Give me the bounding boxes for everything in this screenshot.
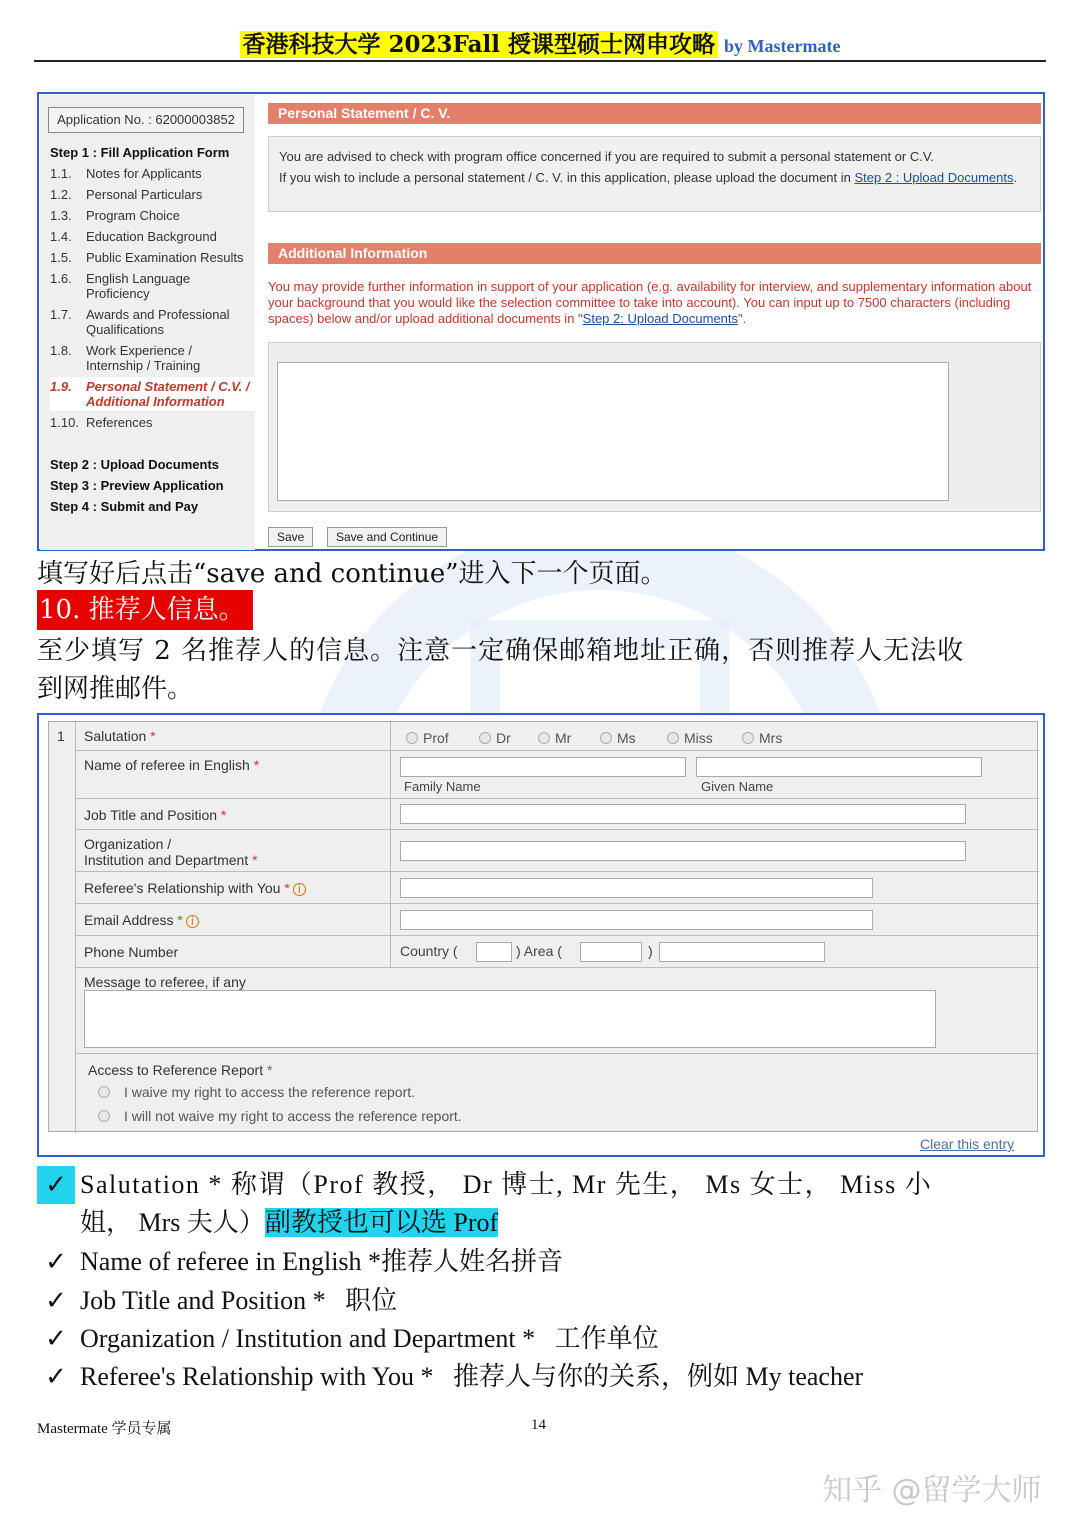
application-number: Application No. : 62000003852 <box>48 107 244 133</box>
access-label: Access to Reference Report * <box>88 1062 273 1078</box>
highlight-note: 副教授也可以选 Prof <box>264 1208 499 1237</box>
close-paren: ) <box>648 943 653 959</box>
additional-info-text: You may provide further information in support of your application (e.g. availability for interview, and supplementary information about your background that you would like the selection committee to take into account). You can input up to 7500 characters (including spaces) below and/or upload additional documents in "Step 2: Upload Documents". <box>268 279 1032 326</box>
ps-line2: If you wish to include a personal statement / C. V. in this application, please upload the document in Step 2 : Upload Documents. <box>279 170 1018 185</box>
family-name-input[interactable] <box>400 757 686 777</box>
country-label: Country ( <box>400 943 458 959</box>
sidebar-item-personal-particulars[interactable]: 1.2. Personal Particulars <box>50 187 203 202</box>
name-inputs <box>390 751 1039 798</box>
step1-heading[interactable]: Step 1 : Fill Application Form <box>50 145 230 160</box>
check-icon: ✓ <box>45 1286 67 1315</box>
check-icon: ✓ <box>37 1166 75 1204</box>
zhihu-watermark: 知乎 @留学大师 <box>822 1473 1042 1508</box>
sidebar <box>40 95 255 550</box>
organization-row <box>76 830 1039 872</box>
upload-documents-link-2[interactable]: Step 2: Upload Documents <box>582 311 739 326</box>
footer-label: Mastermate 学员专属 <box>37 1421 172 1437</box>
step2-link[interactable]: Step 2 : Upload Documents <box>50 457 220 472</box>
given-name-caption: Given Name <box>701 779 774 794</box>
relationship-label: Referee's Relationship with You * i <box>84 880 306 896</box>
family-name-caption: Family Name <box>404 779 481 794</box>
header-title: 香港科技大学 2023Fall 授课型硕士网申攻略 <box>240 31 718 58</box>
salutation-label: Salutation * <box>84 728 156 744</box>
sidebar-item-education[interactable]: 1.4. Education Background <box>50 229 217 244</box>
upload-documents-link[interactable]: Step 2 : Upload Documents <box>854 170 1014 185</box>
radio-prof[interactable]: Prof <box>406 730 449 746</box>
radio-miss[interactable]: Miss <box>667 730 713 746</box>
job-label: Job Title and Position * <box>84 807 227 823</box>
salutation-row <box>76 722 1039 751</box>
phone-row <box>76 936 1039 968</box>
ps-line1: You are advised to check with program office concerned if you are required to submit a personal statement or C.V. <box>279 149 934 164</box>
additional-info-panel <box>268 342 1041 512</box>
clear-entry-link[interactable]: Clear this entry <box>920 1136 1015 1152</box>
section-10-heading: 10. 推荐人信息。 <box>37 590 253 630</box>
referee-form <box>48 721 1038 1132</box>
access-row <box>76 1054 1039 1133</box>
job-row <box>76 799 1039 830</box>
radio-not-waive[interactable]: I will not waive my right to access the reference report. <box>98 1108 462 1124</box>
organization-label: Organization / Institution and Department * <box>84 836 258 868</box>
job-input[interactable] <box>400 804 966 824</box>
check-icon: ✓ <box>45 1362 67 1391</box>
additional-info-header: Additional Information <box>268 243 1041 264</box>
email-label: Email Address * i <box>84 912 199 928</box>
area-label: ) Area ( <box>516 943 562 959</box>
header-byline: by Mastermate <box>724 36 841 56</box>
email-row <box>76 904 1039 936</box>
radio-ms[interactable]: Ms <box>600 730 636 746</box>
sidebar-item-notes[interactable]: 1.1. Notes for Applicants <box>50 166 202 181</box>
application-form-screenshot <box>37 92 1045 551</box>
radio-dr[interactable]: Dr <box>479 730 511 746</box>
referee-index: 1 <box>57 728 65 744</box>
sidebar-item-program-choice[interactable]: 1.3. Program Choice <box>50 208 180 223</box>
page-number: 14 <box>531 1417 546 1433</box>
area-code-input[interactable] <box>580 942 642 962</box>
check-icon: ✓ <box>45 1324 67 1353</box>
radio-waive[interactable]: I waive my right to access the reference report. <box>98 1084 415 1100</box>
sidebar-item-awards[interactable]: 1.7. Awards and Professional Qualifications <box>50 307 230 337</box>
name-label: Name of referee in English * <box>84 757 260 773</box>
relationship-input[interactable] <box>400 878 873 898</box>
step4-link[interactable]: Step 4 : Submit and Pay <box>50 499 199 514</box>
phone-label: Phone Number <box>84 944 179 960</box>
referee-paragraph-line1: 至少填写 2 名推荐人的信息。注意一定确保邮箱地址正确，否则推荐人无法收 <box>37 636 965 666</box>
additional-info-textarea[interactable] <box>277 362 949 501</box>
personal-statement-header: Personal Statement / C. V. <box>268 103 1041 124</box>
message-row <box>76 968 1039 1054</box>
country-code-input[interactable] <box>476 942 512 962</box>
check-icon: ✓ <box>45 1247 67 1276</box>
sidebar-item-personal-statement[interactable]: 1.9. Personal Statement / C.V. / Additional Information <box>50 377 255 411</box>
save-and-continue-button[interactable]: Save and Continue <box>327 527 447 547</box>
page-header <box>0 26 1080 59</box>
email-input[interactable] <box>400 910 873 930</box>
step3-link[interactable]: Step 3 : Preview Application <box>50 478 224 493</box>
info-icon[interactable]: i <box>293 883 306 896</box>
instruction-save-continue: 填写好后点击“save and continue”进入下一个页面。 <box>37 559 667 589</box>
sidebar-item-public-exam[interactable]: 1.5. Public Examination Results <box>50 250 244 265</box>
salutation-options <box>390 722 1039 750</box>
organization-input[interactable] <box>400 841 966 861</box>
personal-statement-info <box>268 136 1041 212</box>
info-icon[interactable]: i <box>186 915 199 928</box>
sidebar-item-references[interactable]: 1.10. References <box>50 415 153 430</box>
message-textarea[interactable] <box>84 990 936 1048</box>
message-label: Message to referee, if any <box>84 974 246 990</box>
referee-paragraph-line2: 到网推邮件。 <box>37 674 194 704</box>
sidebar-item-work-experience[interactable]: 1.8. Work Experience / Internship / Training <box>50 343 201 373</box>
radio-mr[interactable]: Mr <box>538 730 571 746</box>
phone-number-input[interactable] <box>659 942 825 962</box>
radio-mrs[interactable]: Mrs <box>742 730 782 746</box>
given-name-input[interactable] <box>696 757 982 777</box>
save-button[interactable]: Save <box>268 527 313 547</box>
relationship-row <box>76 872 1039 904</box>
sidebar-item-english[interactable]: 1.6. English Language Proficiency <box>50 271 191 301</box>
referee-form-screenshot <box>37 713 1045 1157</box>
name-row <box>76 751 1039 799</box>
header-divider <box>34 60 1046 62</box>
